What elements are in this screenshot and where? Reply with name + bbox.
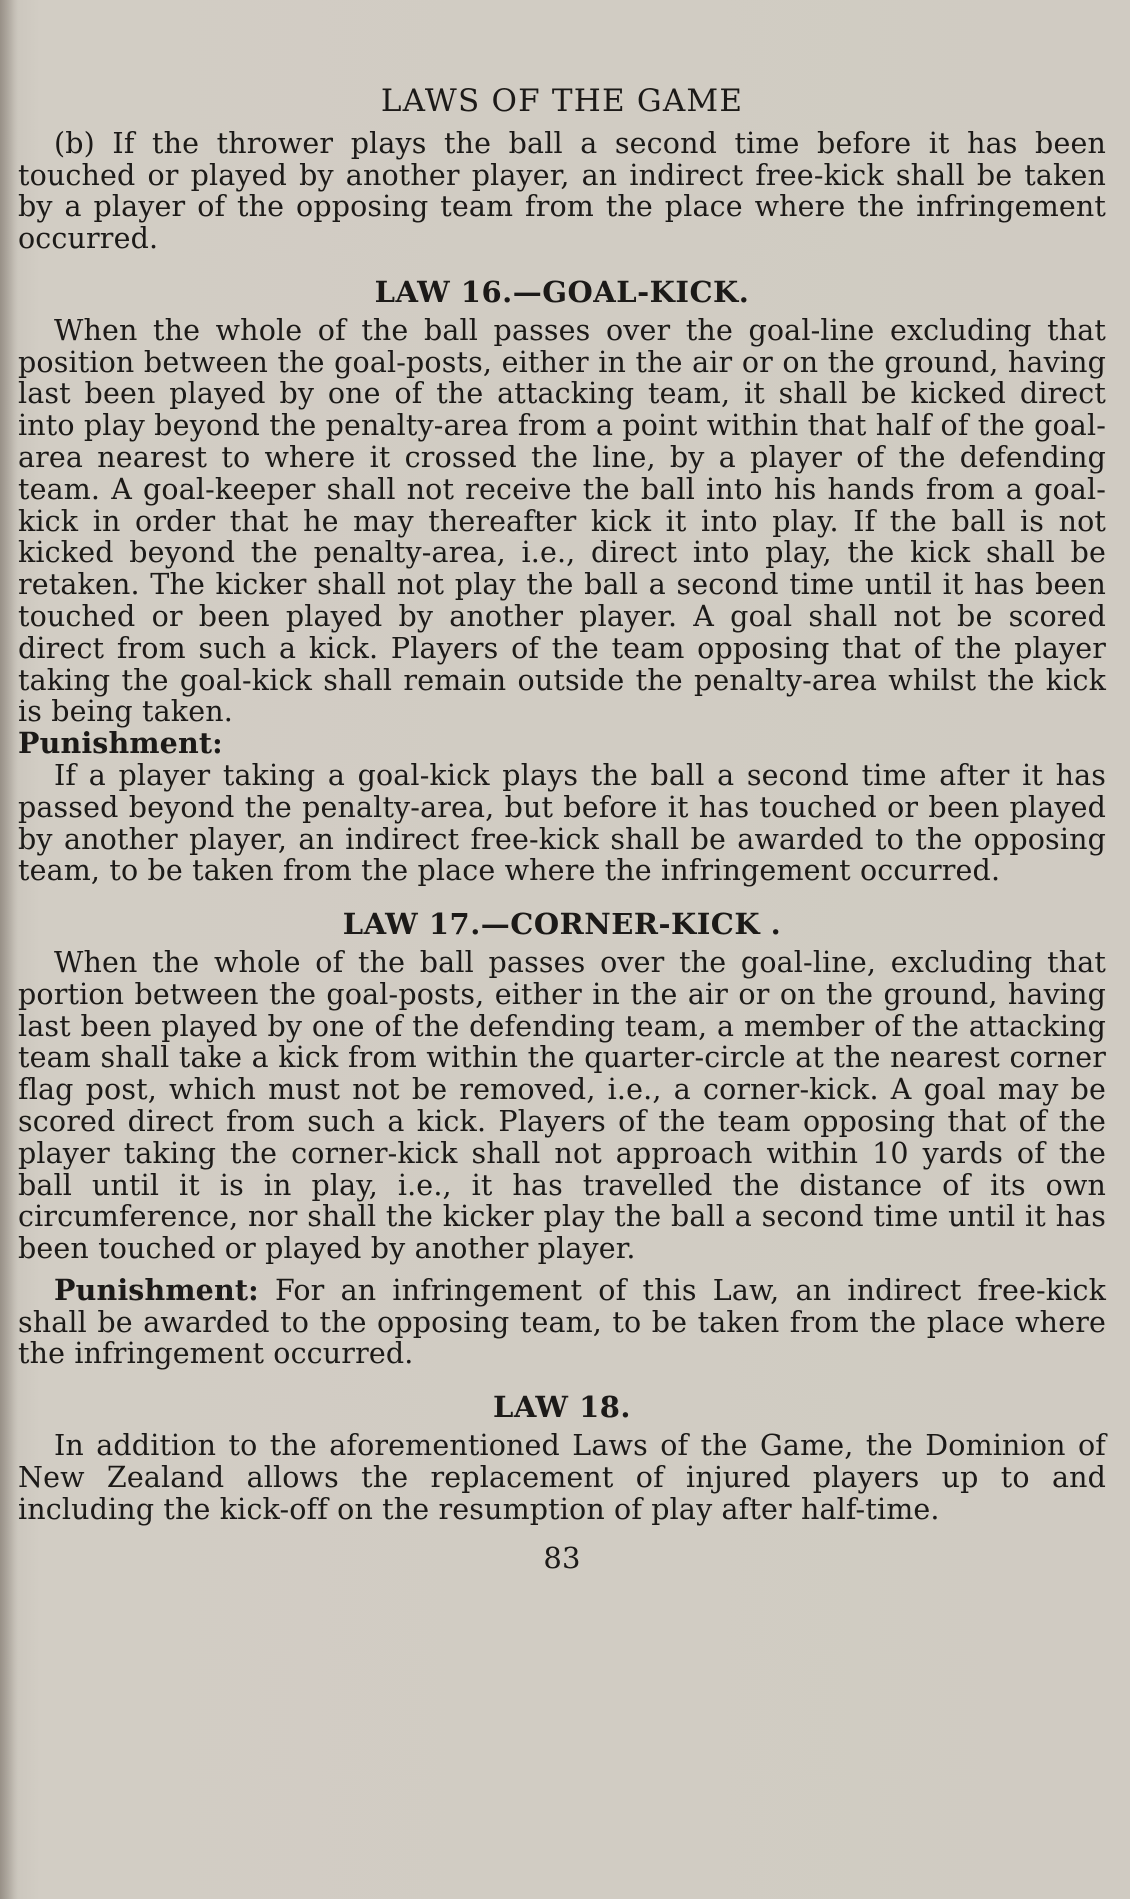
running-head: LAWS OF THE GAME <box>380 83 744 119</box>
law16-punishment-text: If a player taking a goal-kick plays the ball a second time after it has passed beyond the penalty-area, but before it has touched or been played by another player, an indirect free-kick shall be awarded to the opposing team, to be taken from the place where the infringement occurred. <box>18 758 1106 888</box>
law17-punishment <box>18 1272 1106 1371</box>
law16-punishment-label: Punishment: <box>18 726 223 761</box>
law16-punishment-label-line <box>18 728 1106 760</box>
law18-heading: LAW 18. <box>492 1390 632 1425</box>
law16-body: When the whole of the ball passes over the goal-line excluding that position between the goal-posts, either in the air or on the ground, having last been played by one of the attacking team, it shall be kicked direct into play beyond the penalty-area from a point within that half of the goal-area nearest to where it crossed the line, by a player of the defending team. A goal-keeper shall not receive the ball into his hands from a goal-kick in order that he may thereafter kick it into play. If the ball is not kicked beyond the penalty-area, i.e., direct into play, the kick shall be retaken. The kicker shall not play the ball a second time until it has been touched or been played by another player. A goal shall not be scored direct from such a kick. Players of the team opposing that of the player taking the goal-kick shall remain outside the penalty-area whilst the kick is being taken. <box>18 313 1106 729</box>
law17-body: When the whole of the ball passes over the goal-line, excluding that portion between the goal-posts, either in the air or on the ground, having last been played by one of the defending team, a member of the attacking team shall take a kick from within the quarter-circle at the nearest corner flag post, which must not be removed, i.e., a corner-kick. A goal may be scored direct from such a kick. Players of the team opposing that of the player taking the corner-kick shall not approach within 10 yards of the ball until it is in play, i.e., it has travelled the distance of its own circumference, nor shall the kicker play the ball a second time until it has been touched or played by another player. <box>18 945 1106 1266</box>
page-content <box>18 83 1106 1576</box>
law16-heading: LAW 16.—GOAL-KICK. <box>374 274 750 309</box>
paragraph-b: (b) If the thrower plays the ball a second time before it has been touched or played by another player, an indirect free-kick shall be taken by a player of the opposing team from the place where the infringement occurred. <box>18 126 1106 256</box>
law17-punishment-label: Punishment: <box>54 1272 259 1307</box>
page-number: 83 <box>543 1541 581 1576</box>
law18-body: In addition to the aforementioned Laws of the Game, the Dominion of New Zealand allows the replacement of injured players up to and including the kick-off on the resumption of play after half-time. <box>18 1429 1106 1526</box>
gutter-shadow <box>0 0 18 1899</box>
law17-punishment-text: For an infringement of this Law, an indirect free-kick shall be awarded to the opposing team, to be taken from the place where the infringement occurred. <box>18 1273 1106 1371</box>
law17-heading: LAW 17.—CORNER-KICK . <box>342 907 782 942</box>
